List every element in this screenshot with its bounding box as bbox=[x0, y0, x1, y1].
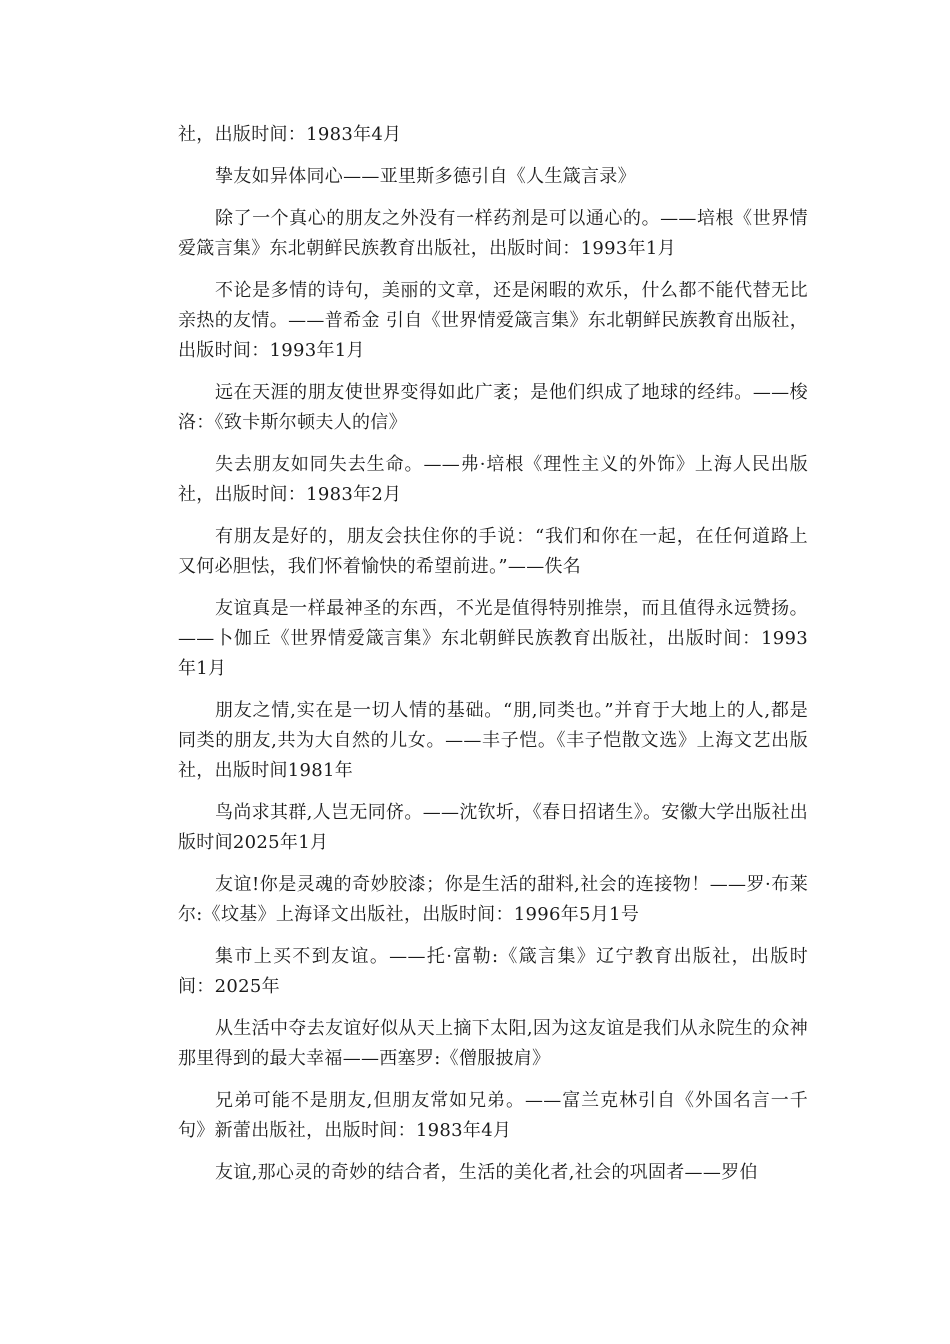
quote-paragraph: 兄弟可能不是朋友,但朋友常如兄弟。——富兰克林引自《外国名言一千句》新蕾出版社，出版时间：1983年4月 bbox=[178, 1090, 808, 1141]
quote-paragraph: 友谊,那心灵的奇妙的结合者，生活的美化者,社会的巩固者——罗伯 bbox=[215, 1162, 758, 1183]
quote-paragraph: 友谊!你是灵魂的奇妙胶漆；你是生活的甜料,社会的连接物！——罗·布莱尔:《坟基》上海译文出版社，出版时间：1996年5月1号 bbox=[178, 874, 808, 925]
quote-paragraph: 朋友之情,实在是一切人情的基础。“朋,同类也。”并育于大地上的人,都是同类的朋友,共为大自然的儿女。——丰子恺。《丰子恺散文选》上海文艺出版社，出版时间1981年 bbox=[178, 700, 808, 781]
quote-paragraph: 不论是多情的诗句，美丽的文章，还是闲暇的欢乐，什么都不能代替无比亲热的友情。——普希金 引自《世界情爱箴言集》东北朝鲜民族教育出版社，出版时间：1993年1月 bbox=[178, 280, 808, 361]
quote-paragraph: 失去朋友如同失去生命。——弗·培根《理性主义的外饰》上海人民出版社，出版时间：1983年2月 bbox=[178, 454, 808, 505]
quote-paragraph: 有朋友是好的，朋友会扶住你的手说：“我们和你在一起，在任何道路上又何必胆怯，我们怀着愉快的希望前进。”——佚名 bbox=[178, 526, 808, 577]
quote-paragraph: 远在天涯的朋友使世界变得如此广袤；是他们织成了地球的经纬。——梭洛：《致卡斯尔顿夫人的信》 bbox=[178, 382, 808, 433]
quote-paragraph: 集市上买不到友谊。——托·富勒:《箴言集》辽宁教育出版社，出版时间：2025年 bbox=[178, 946, 808, 997]
document-body bbox=[178, 120, 808, 1200]
quote-paragraph: 挚友如异体同心——亚里斯多德引自《人生箴言录》 bbox=[215, 166, 636, 187]
quote-paragraph: 友谊真是一样最神圣的东西，不光是值得特别推崇，而且值得永远赞扬。——卜伽丘《世界情爱箴言集》东北朝鲜民族教育出版社，出版时间：1993年1月 bbox=[178, 598, 808, 679]
quote-paragraph: 从生活中夺去友谊好似从天上摘下太阳,因为这友谊是我们从永院生的众神那里得到的最大幸福——西塞罗:《僧服披肩》 bbox=[178, 1018, 808, 1069]
paragraph-continued: 社，出版时间：1983年4月 bbox=[178, 124, 402, 145]
quote-paragraph: 除了一个真心的朋友之外没有一样药剂是可以通心的。——培根《世界情爱箴言集》东北朝鲜民族教育出版社，出版时间：1993年1月 bbox=[178, 208, 808, 259]
quote-paragraph: 鸟尚求其群,人岂无同侪。——沈钦圻，《春日招诸生》。安徽大学出版社出版时间2025年1月 bbox=[178, 802, 808, 853]
